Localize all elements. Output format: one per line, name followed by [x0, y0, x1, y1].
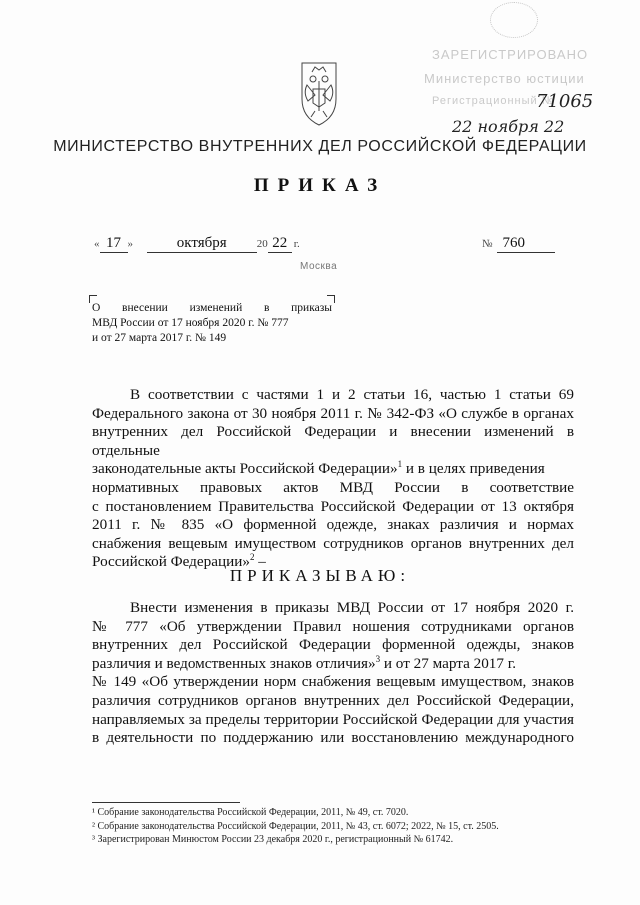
date-open-quote: «	[94, 238, 100, 250]
preamble-line: снабжения вещевым имуществом сотрудников органов внутренних дел	[92, 534, 574, 552]
stamp-reg-date: 22 ноября 22	[452, 117, 565, 136]
order-line: внутренних дел Российской Федерации форменной одежды, знаков	[92, 636, 574, 654]
preamble-text: Российской Федерации»	[92, 553, 250, 571]
date-day: 17	[100, 235, 128, 253]
footnote-ref-3: 3	[375, 653, 381, 664]
date-year-suffix: г.	[293, 238, 300, 250]
coat-of-arms-icon	[293, 59, 345, 127]
date-year-prefix: 20	[256, 238, 268, 250]
preamble-line: Федерального закона от 30 ноября 2011 г. № 342-ФЗ «О службе в органах	[92, 404, 574, 422]
footnote-3: ³ Зарегистрирован Минюстом России 23 декабря 2020 г., регистрационный № 61742.	[92, 834, 454, 845]
order-line: направляемых за пределы территории Российской Федерации для участия	[92, 710, 574, 728]
stamp-seal	[490, 2, 538, 38]
city: Москва	[300, 261, 338, 272]
order-subject	[92, 301, 332, 346]
preamble-text: –	[254, 553, 266, 571]
footnote-ref-2: 2	[249, 552, 255, 563]
order-line: Внести изменения в приказы МВД России от 17 ноября 2020 г.	[130, 599, 574, 616]
decree-heading: ПРИКАЗЫВАЮ:	[229, 566, 411, 585]
subject-line-3: и от 27 марта 2017 г. № 149	[92, 332, 227, 344]
preamble-line: внутренних дел Российской Федерации и внесении изменений в отдельные	[92, 423, 574, 459]
preamble-text: и в целях приведения	[402, 460, 545, 478]
document-type-title: ПРИКАЗ	[253, 175, 387, 196]
order-line: № 777 «Об утверждении Правил ношения сотрудниками органов	[92, 617, 574, 635]
footnote-divider	[92, 802, 240, 803]
footnote-ref-1: 1	[397, 459, 403, 470]
stamp-reg-number: 71065	[536, 91, 594, 112]
number-value: 760	[497, 235, 555, 253]
ministry-name: МИНИСТЕРСТВО ВНУТРЕННИХ ДЕЛ РОССИЙСКОЙ ФЕДЕРАЦИИ	[53, 138, 587, 155]
stamp-line-1: ЗАРЕГИСТРИРОВАНО	[432, 47, 589, 62]
subject-line-1: О внесении изменений в приказы	[92, 302, 332, 314]
preamble-line: 2011 г. № 835 «О форменной одежде, знаках различия и нормах	[92, 516, 574, 534]
order-line: различия сотрудников органов внутренних дел Российской Федерации,	[92, 691, 574, 709]
footnotes	[92, 806, 592, 847]
order-line	[92, 655, 574, 674]
stamp-line-3: Регистрационный №	[432, 95, 555, 107]
order-date	[94, 235, 300, 253]
order-line: № 149 «Об утверждении норм снабжения вещевым имуществом, знаков	[92, 673, 574, 691]
preamble-line	[92, 460, 574, 479]
date-close-quote: »	[127, 238, 133, 250]
preamble-text: законодательные акты Российской Федерации»	[92, 460, 398, 478]
preamble-line: нормативных правовых актов МВД России в соответствие	[92, 478, 574, 496]
order-line: в деятельности по поддержанию или восстановлению международного	[92, 729, 574, 747]
date-month: октября	[147, 235, 257, 253]
preamble-line: В соответствии с частями 1 и 2 статьи 16, частью 1 статьи 69	[130, 386, 574, 403]
number-sign: №	[482, 238, 493, 250]
date-year: 22	[268, 235, 292, 253]
order-text: различия и ведомственных знаков отличия»	[92, 654, 376, 672]
subject-line-2: МВД России от 17 ноября 2020 г. № 777	[92, 317, 289, 329]
preamble-line: с постановлением Правительства Российской Федерации от 13 октября	[92, 497, 574, 515]
stamp-line-2: Министерство юстиции	[424, 71, 585, 86]
order-paragraph	[92, 599, 574, 748]
order-text: и от 27 марта 2017 г.	[380, 654, 517, 672]
footnote-1: ¹ Собрание законодательства Российской Федерации, 2011, № 49, ст. 7020.	[92, 807, 409, 818]
order-number	[482, 235, 555, 253]
footnote-2: ² Собрание законодательства Российской Федерации, 2011, № 43, ст. 6072; 2022, № 15, ст. 2505.	[92, 820, 499, 832]
preamble-paragraph	[92, 386, 574, 572]
